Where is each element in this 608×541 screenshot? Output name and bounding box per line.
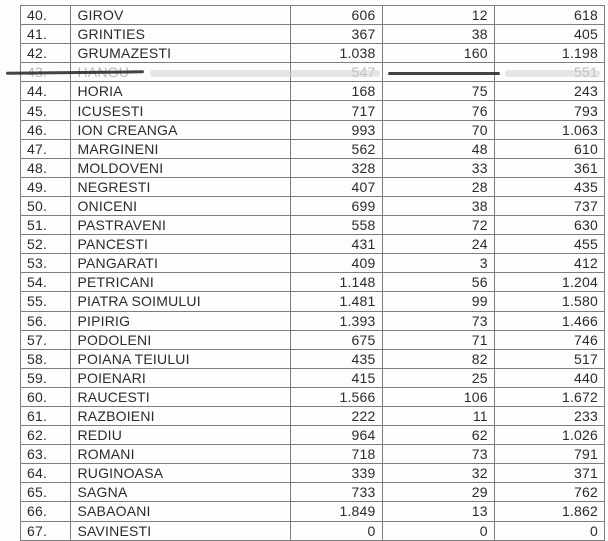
table-row	[21, 445, 605, 464]
second-count: 99	[382, 292, 494, 311]
table-row	[21, 25, 605, 44]
commune-name: ION CREANGA	[71, 120, 290, 139]
first-count: 409	[290, 254, 382, 273]
commune-name: RAUCESTI	[71, 387, 290, 406]
commune-name: ICUSESTI	[71, 101, 290, 120]
commune-name: REDIU	[71, 426, 290, 445]
commune-name: RUGINOASA	[71, 464, 290, 483]
row-number: 48.	[21, 158, 71, 177]
first-count: 0	[290, 521, 382, 540]
first-count: 562	[290, 139, 382, 158]
commune-name: MARGINENI	[71, 139, 290, 158]
total-count: 793	[494, 101, 604, 120]
table-row	[21, 44, 605, 63]
commune-name: ROMANI	[71, 445, 290, 464]
commune-name: SAGNA	[71, 483, 290, 502]
total-count: 435	[494, 177, 604, 196]
row-number: 56.	[21, 311, 71, 330]
commune-name: PETRICANI	[71, 273, 290, 292]
second-count: 38	[382, 25, 494, 44]
table-row	[21, 196, 605, 215]
total-count: 630	[494, 216, 604, 235]
total-count: 746	[494, 330, 604, 349]
first-count: 367	[290, 25, 382, 44]
total-count: 1.466	[494, 311, 604, 330]
first-count: 1.148	[290, 273, 382, 292]
second-count: 62	[382, 426, 494, 445]
first-count: 1.038	[290, 44, 382, 63]
first-count: 1.393	[290, 311, 382, 330]
commune-name: HORIA	[71, 82, 290, 101]
total-count: 243	[494, 82, 604, 101]
commune-name: RAZBOIENI	[71, 406, 290, 425]
second-count: 11	[382, 406, 494, 425]
second-count: 160	[382, 44, 494, 63]
row-number: 53.	[21, 254, 71, 273]
row-number: 47.	[21, 139, 71, 158]
table-row	[21, 368, 605, 387]
total-count: 762	[494, 483, 604, 502]
table-row	[21, 254, 605, 273]
second-count: 33	[382, 158, 494, 177]
scan-smudge	[150, 70, 380, 77]
second-count: 28	[382, 177, 494, 196]
total-count: 412	[494, 254, 604, 273]
strike-through-mark	[388, 72, 500, 75]
row-number: 61.	[21, 406, 71, 425]
commune-name: SABAOANI	[71, 502, 290, 521]
total-count: 1.026	[494, 426, 604, 445]
table-row	[21, 235, 605, 254]
second-count: 48	[382, 139, 494, 158]
first-count: 1.566	[290, 387, 382, 406]
total-count: 618	[494, 6, 604, 25]
row-number: 65.	[21, 483, 71, 502]
commune-tally-table	[20, 5, 605, 541]
first-count: 558	[290, 216, 382, 235]
row-number: 63.	[21, 445, 71, 464]
second-count: 12	[382, 6, 494, 25]
commune-name: POIANA TEIULUI	[71, 349, 290, 368]
table-row	[21, 158, 605, 177]
commune-name: GRINTIES	[71, 25, 290, 44]
scan-smudge	[505, 70, 600, 77]
table-row	[21, 82, 605, 101]
commune-name: GIROV	[71, 6, 290, 25]
commune-name: GRUMAZESTI	[71, 44, 290, 63]
first-count: 718	[290, 445, 382, 464]
row-number: 45.	[21, 101, 71, 120]
first-count: 407	[290, 177, 382, 196]
table-row	[21, 292, 605, 311]
second-count: 73	[382, 311, 494, 330]
table-row	[21, 483, 605, 502]
first-count: 964	[290, 426, 382, 445]
table-row	[21, 349, 605, 368]
first-count: 1.849	[290, 502, 382, 521]
second-count: 73	[382, 445, 494, 464]
first-count: 168	[290, 82, 382, 101]
total-count: 1.672	[494, 387, 604, 406]
commune-name: PANGARATI	[71, 254, 290, 273]
row-number: 49.	[21, 177, 71, 196]
total-count: 440	[494, 368, 604, 387]
row-number: 46.	[21, 120, 71, 139]
commune-name: MOLDOVENI	[71, 158, 290, 177]
second-count: 70	[382, 120, 494, 139]
second-count: 76	[382, 101, 494, 120]
row-number: 54.	[21, 273, 71, 292]
first-count: 699	[290, 196, 382, 215]
table-row	[21, 101, 605, 120]
table-row	[21, 502, 605, 521]
second-count: 0	[382, 521, 494, 540]
commune-name: PODOLENI	[71, 330, 290, 349]
table-row	[21, 273, 605, 292]
second-count: 3	[382, 254, 494, 273]
row-number: 57.	[21, 330, 71, 349]
commune-name: PANCESTI	[71, 235, 290, 254]
commune-name: PASTRAVENI	[71, 216, 290, 235]
table-row	[21, 464, 605, 483]
row-number: 42.	[21, 44, 71, 63]
table-row	[21, 406, 605, 425]
row-number: 60.	[21, 387, 71, 406]
second-count: 38	[382, 196, 494, 215]
second-count: 29	[382, 483, 494, 502]
table-row	[21, 521, 605, 540]
commune-name: PIATRA SOIMULUI	[71, 292, 290, 311]
row-number: 55.	[21, 292, 71, 311]
row-number: 41.	[21, 25, 71, 44]
table-row	[21, 139, 605, 158]
second-count: 71	[382, 330, 494, 349]
row-number: 50.	[21, 196, 71, 215]
second-count: 75	[382, 82, 494, 101]
commune-name: POIENARI	[71, 368, 290, 387]
total-count: 517	[494, 349, 604, 368]
second-count: 56	[382, 273, 494, 292]
table-row	[21, 311, 605, 330]
table-row	[21, 330, 605, 349]
table-row	[21, 6, 605, 25]
tally-table-body	[21, 6, 605, 541]
second-count: 32	[382, 464, 494, 483]
row-number: 44.	[21, 82, 71, 101]
first-count: 415	[290, 368, 382, 387]
table-row	[21, 387, 605, 406]
table-row	[21, 216, 605, 235]
first-count: 993	[290, 120, 382, 139]
total-count: 405	[494, 25, 604, 44]
first-count: 733	[290, 483, 382, 502]
first-count: 606	[290, 6, 382, 25]
second-count: 82	[382, 349, 494, 368]
total-count: 371	[494, 464, 604, 483]
total-count: 1.580	[494, 292, 604, 311]
row-number: 64.	[21, 464, 71, 483]
commune-name: SAVINESTI	[71, 521, 290, 540]
row-number: 66.	[21, 502, 71, 521]
first-count: 339	[290, 464, 382, 483]
first-count: 435	[290, 349, 382, 368]
second-count: 106	[382, 387, 494, 406]
total-count: 791	[494, 445, 604, 464]
total-count: 233	[494, 406, 604, 425]
first-count: 1.481	[290, 292, 382, 311]
row-number: 67.	[21, 521, 71, 540]
row-number: 62.	[21, 426, 71, 445]
first-count: 717	[290, 101, 382, 120]
total-count: 1.862	[494, 502, 604, 521]
total-count: 0	[494, 521, 604, 540]
row-number: 51.	[21, 216, 71, 235]
total-count: 1.198	[494, 44, 604, 63]
second-count: 25	[382, 368, 494, 387]
total-count: 361	[494, 158, 604, 177]
total-count: 610	[494, 139, 604, 158]
row-number: 40.	[21, 6, 71, 25]
first-count: 222	[290, 406, 382, 425]
row-number: 59.	[21, 368, 71, 387]
second-count: 13	[382, 502, 494, 521]
table-row	[21, 177, 605, 196]
total-count: 455	[494, 235, 604, 254]
commune-name: NEGRESTI	[71, 177, 290, 196]
total-count: 1.063	[494, 120, 604, 139]
row-number: 58.	[21, 349, 71, 368]
total-count: 737	[494, 196, 604, 215]
commune-name: PIPIRIG	[71, 311, 290, 330]
row-number: 52.	[21, 235, 71, 254]
total-count: 1.204	[494, 273, 604, 292]
first-count: 675	[290, 330, 382, 349]
second-count: 24	[382, 235, 494, 254]
commune-name: ONICENI	[71, 196, 290, 215]
first-count: 431	[290, 235, 382, 254]
table-row	[21, 120, 605, 139]
second-count: 72	[382, 216, 494, 235]
first-count: 328	[290, 158, 382, 177]
table-row	[21, 426, 605, 445]
